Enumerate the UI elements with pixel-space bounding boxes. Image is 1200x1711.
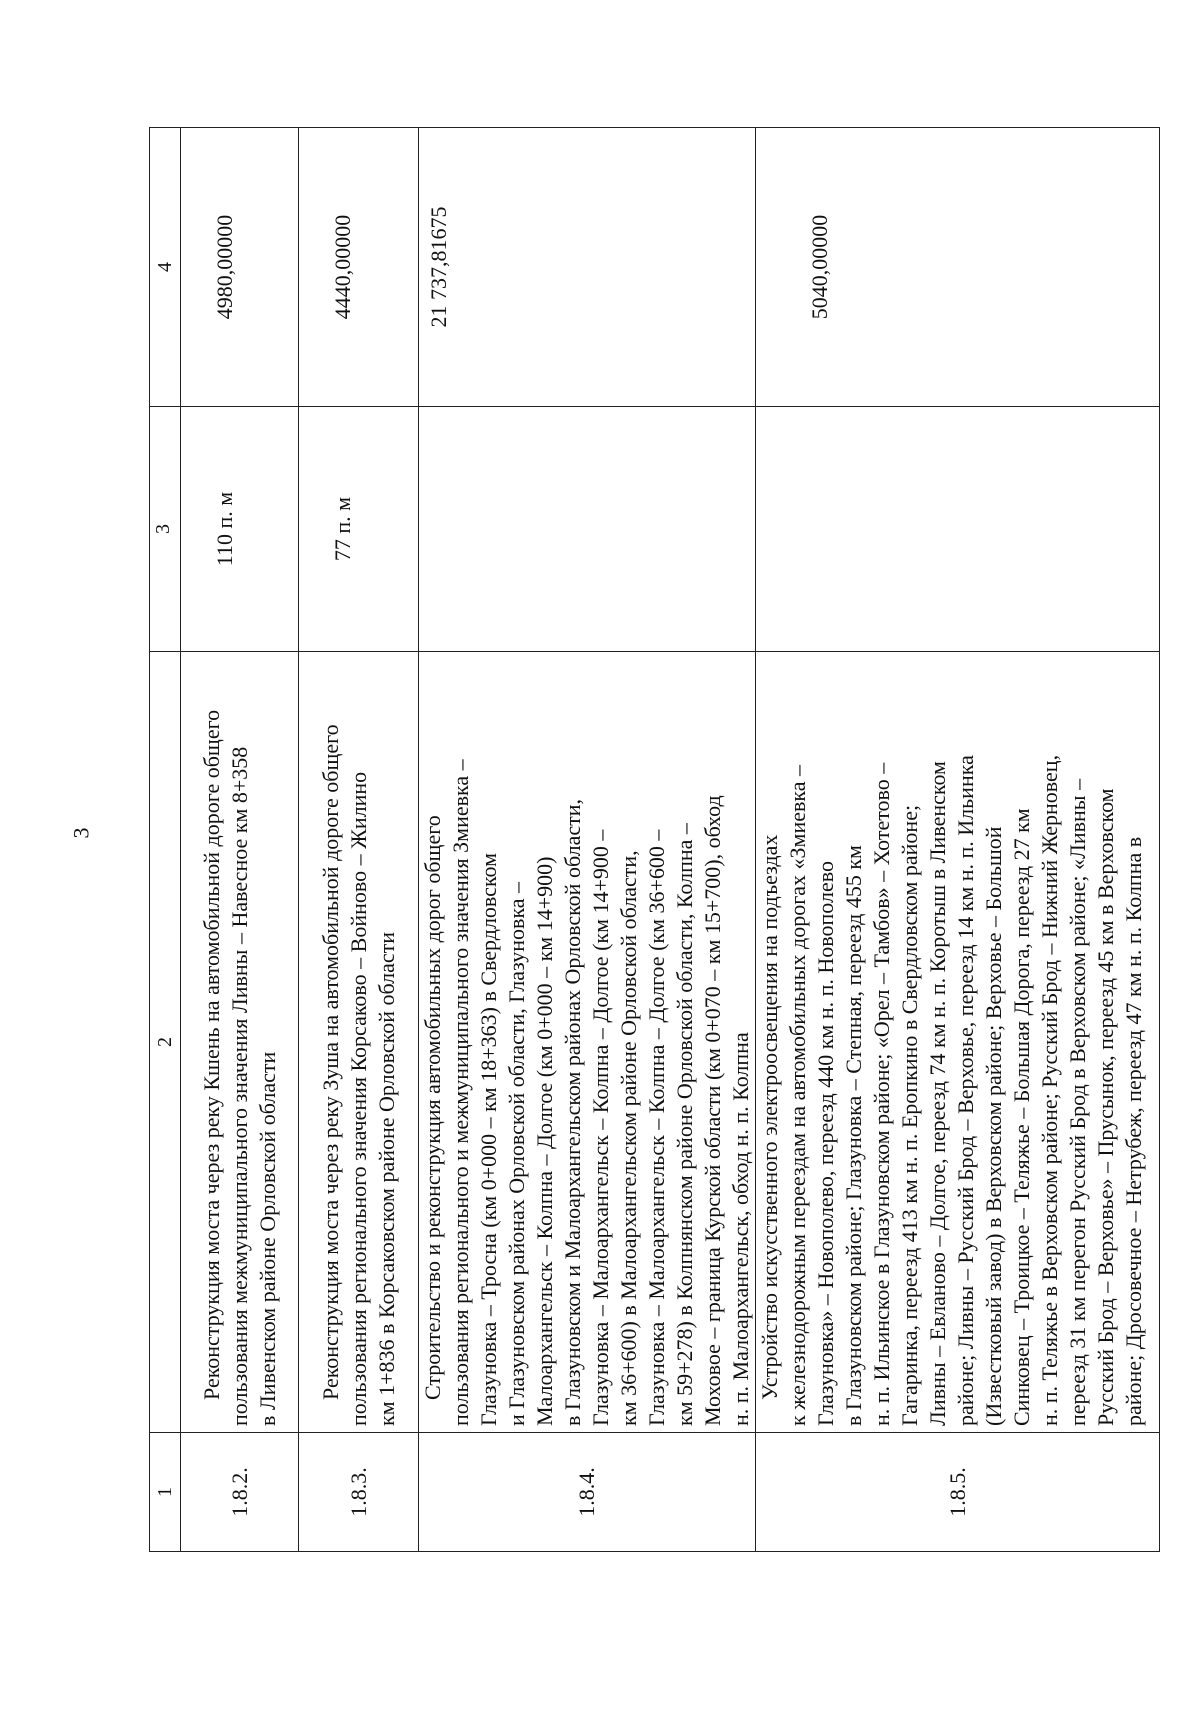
row-cost: 4440,00000 [299, 128, 419, 407]
row-cost: 5040,00000 [756, 128, 1160, 407]
page-number: 3 [68, 827, 94, 839]
row-length [756, 407, 1160, 652]
description-line: Глазуновка» – Новополево, переезд 440 км н. п. Новополево [813, 861, 838, 1426]
description-line: районе; Ливны – Русский Брод – Верховье, переезд 14 км н. п. Ильинка [953, 755, 978, 1426]
row-number: 1.8.3. [299, 1433, 419, 1552]
description-line: в Глазуновском районе; Глазуновка – Степная, переезд 455 км [841, 845, 866, 1426]
description-line: в Ливенском районе Орловской области [254, 1051, 280, 1426]
header-col-1: 1 [150, 1433, 181, 1552]
description-line: Моховое – граница Курской области (км 0+070 – км 15+700), обход [700, 795, 725, 1426]
description-line: н. п. Теляжье в Верховском районе; Русский Брод – Нижний Жерновец, [1037, 754, 1062, 1426]
description-line: Глазуновка – Тросна (км 0+000 – км 18+363) в Свердловском [476, 852, 501, 1426]
table-row [419, 128, 756, 1552]
description-line: Русский Брод – Верховье» – Прусынок, переезд 45 км в Верховском [1093, 788, 1118, 1426]
description-line: пользования регионального значения Корсаково – Войново – Жилино [345, 771, 371, 1426]
description-line: Устройство искусственного электроосвещения на подъездах [757, 834, 782, 1400]
header-col-4: 4 [150, 128, 181, 407]
description-line: и Глазуновском районах Орловской области, Глазуновка – [504, 881, 529, 1426]
row-description [299, 652, 419, 1433]
description-line: пользования регионального и межмуниципального значения Змиевка – [448, 759, 473, 1426]
row-cost: 4980,00000 [181, 128, 299, 407]
table-row [181, 128, 299, 1552]
header-col-3: 3 [150, 407, 181, 652]
description-line: районе; Дросовечное – Нетрубеж, переезд 47 км н. п. Колпна в [1121, 836, 1146, 1426]
description-line: км 1+836 в Корсаковском районе Орловской области [373, 931, 399, 1426]
row-number: 1.8.2. [181, 1433, 299, 1552]
rotated-table-container [149, 132, 1146, 1552]
description-line: пользования межмуниципального значения Ливны – Навесное км 8+358 [226, 746, 252, 1426]
row-length: 110 п. м [181, 407, 299, 652]
description-line: в Глазуновском и Малоархангельском районах Орловской области, [560, 799, 585, 1426]
description-line: км 36+600) в Малоархангельском районе Орловской области, [616, 850, 641, 1426]
description-line: переезд 31 км перегон Русский Брод в Верховском районе; «Ливны – [1065, 778, 1090, 1426]
table-header-row [150, 128, 181, 1552]
description-line: к железнодорожным переездам на автомобильных дорогах «Змиевка – [785, 764, 810, 1426]
description-line: км 59+278) в Колпнянском районе Орловской области, Колпна – [672, 823, 697, 1426]
description-line: Синковец – Троицкое – Теляжье – Большая Дорога, переезд 27 км [1009, 808, 1034, 1426]
description-line: н. п. Малоархангельск, обход н. п. Колпна [728, 1032, 753, 1426]
row-description [756, 652, 1160, 1433]
table-row [299, 128, 419, 1552]
description-line: Глазуновка – Малоархангельск – Колпна – Долгое (км 14+900 – [588, 829, 613, 1426]
row-number: 1.8.4. [419, 1433, 756, 1552]
row-length [419, 407, 756, 652]
row-number: 1.8.5. [756, 1433, 1160, 1552]
description-line: Ливны – Евланово – Долгое, переезд 74 км н. п. Коротыш в Ливенском [925, 761, 950, 1426]
description-line: Строительство и реконструкция автомобильных дорог общего [420, 815, 445, 1400]
description-line: Глазуновка – Малоархангельск – Колпна – Долгое (км 36+600 – [644, 829, 669, 1426]
description-line: Реконструкция моста через реку Кшень на автомобильной дороге общего [198, 709, 224, 1400]
header-col-2: 2 [150, 652, 181, 1433]
row-description [419, 652, 756, 1433]
data-table [149, 127, 1160, 1552]
description-line: Малоархангельск – Колпна – Долгое (км 0+000 – км 14+900) [532, 856, 557, 1426]
description-line: Гагаринка, переезд 413 км н. п. Еропкино в Свердловском районе; [897, 804, 922, 1426]
description-line: Реконструкция моста через реку Зуша на автомобильной дороге общего [317, 724, 343, 1400]
table-row [756, 128, 1160, 1552]
row-description [181, 652, 299, 1433]
description-line: н. п. Ильинское в Глазуновском районе; «Орел – Тамбов» – Хотетово – [869, 762, 894, 1426]
row-cost: 21 737,81675 [419, 128, 756, 407]
row-length: 77 п. м [299, 407, 419, 652]
description-line: (Известковый завод) в Верховском районе; Верховье – Большой [981, 826, 1006, 1426]
